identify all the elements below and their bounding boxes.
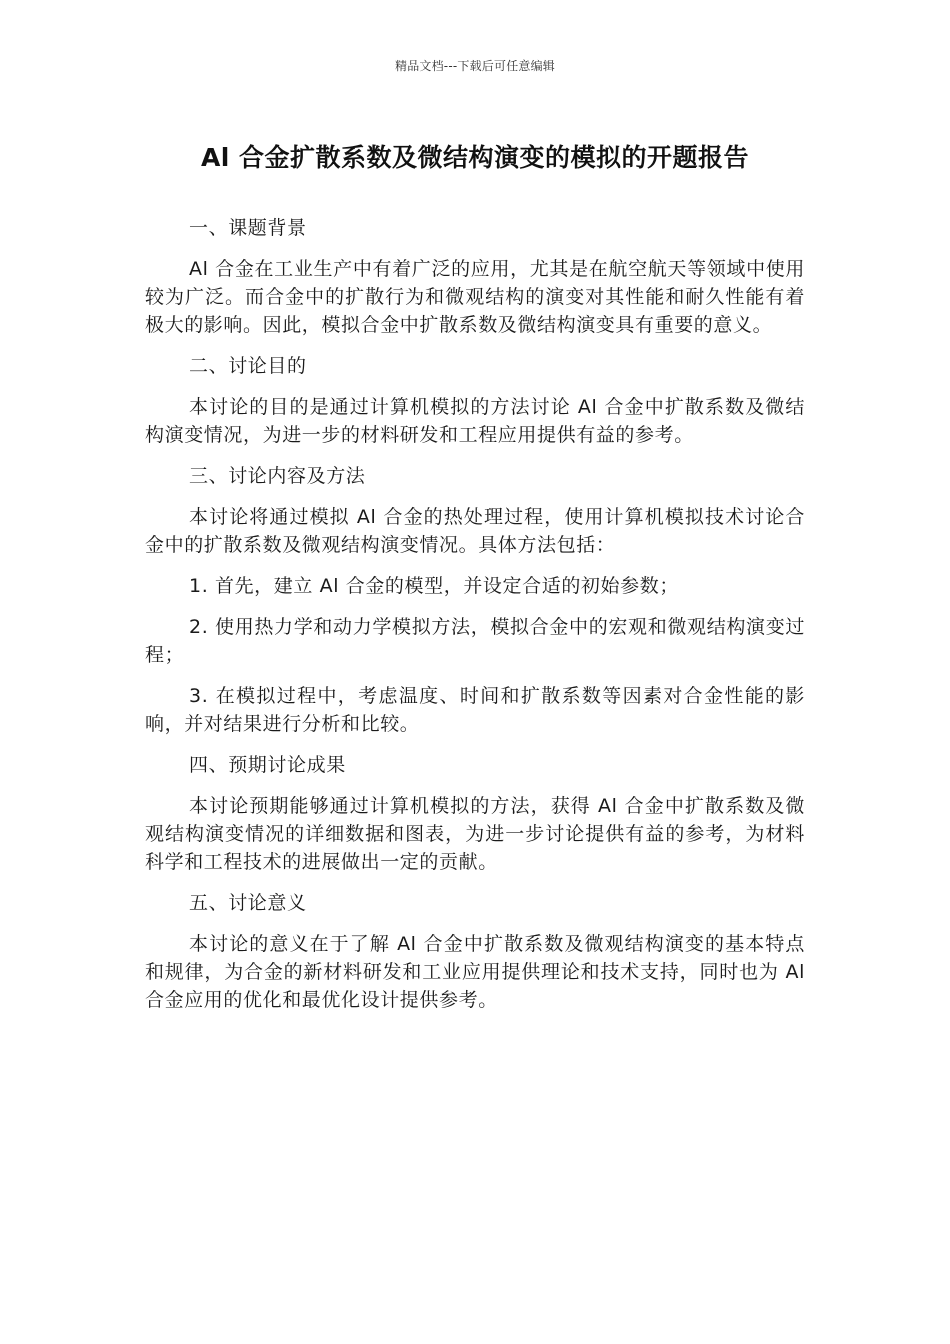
section-heading-purpose: 二、讨论目的 (189, 355, 307, 377)
section-heading-background: 一、课题背景 (189, 217, 307, 239)
section-paragraph: 本讨论预期能够通过计算机模拟的方法，获得 Al 合金中扩散系数及微观结构演变情况的详细数据和图表，为进一步讨论提供有益的参考，为材料科学和工程技术的进展做出一定的贡献。 (145, 795, 805, 873)
document-title: Al 合金扩散系数及微结构演变的模拟的开题报告 (200, 143, 750, 172)
section-paragraph: Al 合金在工业生产中有着广泛的应用，尤其是在航空航天等领域中使用较为广泛。而合金中的扩散行为和微观结构的演变对其性能和耐久性能有着极大的影响。因此，模拟合金中扩散系数及微结构演变具有重要的意义。 (145, 258, 805, 336)
section-heading-content-methods: 三、讨论内容及方法 (189, 465, 366, 487)
section-heading-significance: 五、讨论意义 (189, 892, 307, 914)
section-paragraph: 本讨论的目的是通过计算机模拟的方法讨论 Al 合金中扩散系数及微结构演变情况，为进一步的材料研发和工程应用提供有益的参考。 (145, 396, 805, 446)
section-paragraph: 本讨论的意义在于了解 Al 合金中扩散系数及微观结构演变的基本特点和规律，为合金的新材料研发和工业应用提供理论和技术支持，同时也为 Al 合金应用的优化和最优化设计提供参考。 (145, 933, 805, 1011)
method-list-item: 2. 使用热力学和动力学模拟方法，模拟合金中的宏观和微观结构演变过程； (145, 616, 805, 666)
section-heading-expected-results: 四、预期讨论成果 (189, 754, 346, 776)
section-paragraph: 本讨论将通过模拟 Al 合金的热处理过程，使用计算机模拟技术讨论合金中的扩散系数及微观结构演变情况。具体方法包括： (145, 506, 805, 556)
header-note: 精品文档---下载后可任意编辑 (395, 59, 555, 73)
document-body (145, 214, 805, 1027)
method-list-item: 1. 首先，建立 Al 合金的模型，并设定合适的初始参数； (189, 575, 679, 597)
method-list-item: 3. 在模拟过程中，考虑温度、时间和扩散系数等因素对合金性能的影响，并对结果进行分析和比较。 (145, 685, 805, 735)
